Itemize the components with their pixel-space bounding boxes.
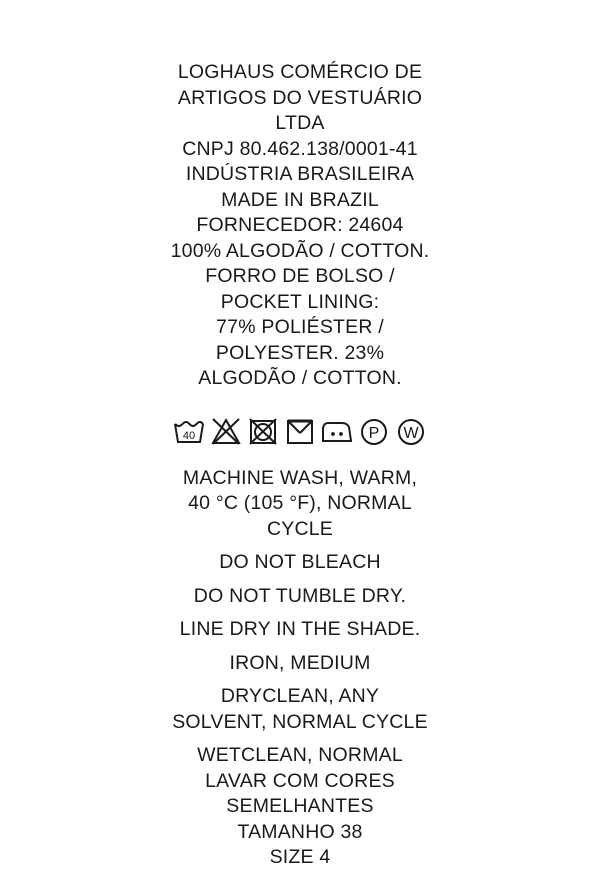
care-instruction-line: 40 °C (105 °F), NORMAL (188, 492, 412, 514)
machine-wash-temp-text: 40 (182, 429, 196, 442)
care-instruction-line: DO NOT BLEACH (219, 551, 381, 573)
size-line-en: SIZE 4 (269, 846, 331, 868)
composition-line: FORRO DE BOLSO / (205, 265, 395, 287)
care-instruction-line: CYCLE (266, 517, 334, 540)
line-dry-in-shade-icon (283, 414, 317, 448)
color-note-line: SEMELHANTES (226, 795, 374, 817)
company-cnpj (80, 137, 520, 163)
iron-medium-icon (320, 414, 354, 448)
care-instruction-line: DRYCLEAN, ANY (220, 685, 380, 707)
cnpj-line: CNPJ 80.462.138/0001-41 (182, 137, 418, 160)
supplier-block (80, 213, 520, 239)
care-instruction-line: WETCLEAN, NORMAL (197, 744, 403, 766)
care-symbol-row (172, 414, 428, 448)
composition-line: POLYESTER. 23% (215, 341, 385, 364)
company-name-line: LOGHAUS COMÉRCIO DE (177, 61, 423, 83)
care-instruction-line: SOLVENT, NORMAL CYCLE (172, 710, 428, 733)
company-name-line: LTDA (275, 112, 325, 134)
do-not-bleach-icon (209, 414, 243, 448)
composition-line: ALGODÃO / COTTON. (198, 367, 402, 389)
company-name (80, 60, 520, 137)
care-instructions-block (80, 466, 520, 769)
care-instruction-line: IRON, MEDIUM (229, 651, 371, 674)
care-instruction-line: MACHINE WASH, WARM, (182, 466, 418, 489)
dryclean-letter-text: P (368, 424, 380, 442)
wetclean-letter-text: W (403, 424, 419, 442)
composition-line: 100% ALGODÃO / COTTON. (170, 239, 430, 262)
composition-line: POCKET LINING: (220, 290, 380, 313)
wetclean-normal-icon (394, 414, 428, 448)
dryclean-any-solvent-icon (357, 414, 391, 448)
size-line-pt: TAMANHO 38 (237, 820, 363, 843)
size-block (80, 820, 520, 871)
origin-block (80, 162, 520, 213)
origin-line-en: MADE IN BRAZIL (221, 188, 379, 211)
color-note-line: LAVAR COM CORES (205, 769, 395, 792)
composition-block (80, 239, 520, 392)
origin-line-pt: INDÚSTRIA BRASILEIRA (185, 163, 415, 185)
machine-wash-40-icon (172, 414, 206, 448)
do-not-tumble-dry-icon (246, 414, 280, 448)
supplier-line: FORNECEDOR: 24604 (196, 214, 404, 236)
composition-line: 77% POLIÉSTER / (216, 316, 384, 338)
color-note-block (80, 769, 520, 820)
care-instruction-line: LINE DRY IN THE SHADE. (179, 618, 421, 640)
care-instruction-line: DO NOT TUMBLE DRY. (193, 584, 407, 607)
company-name-line: ARTIGOS DO VESTUÁRIO (177, 86, 423, 109)
